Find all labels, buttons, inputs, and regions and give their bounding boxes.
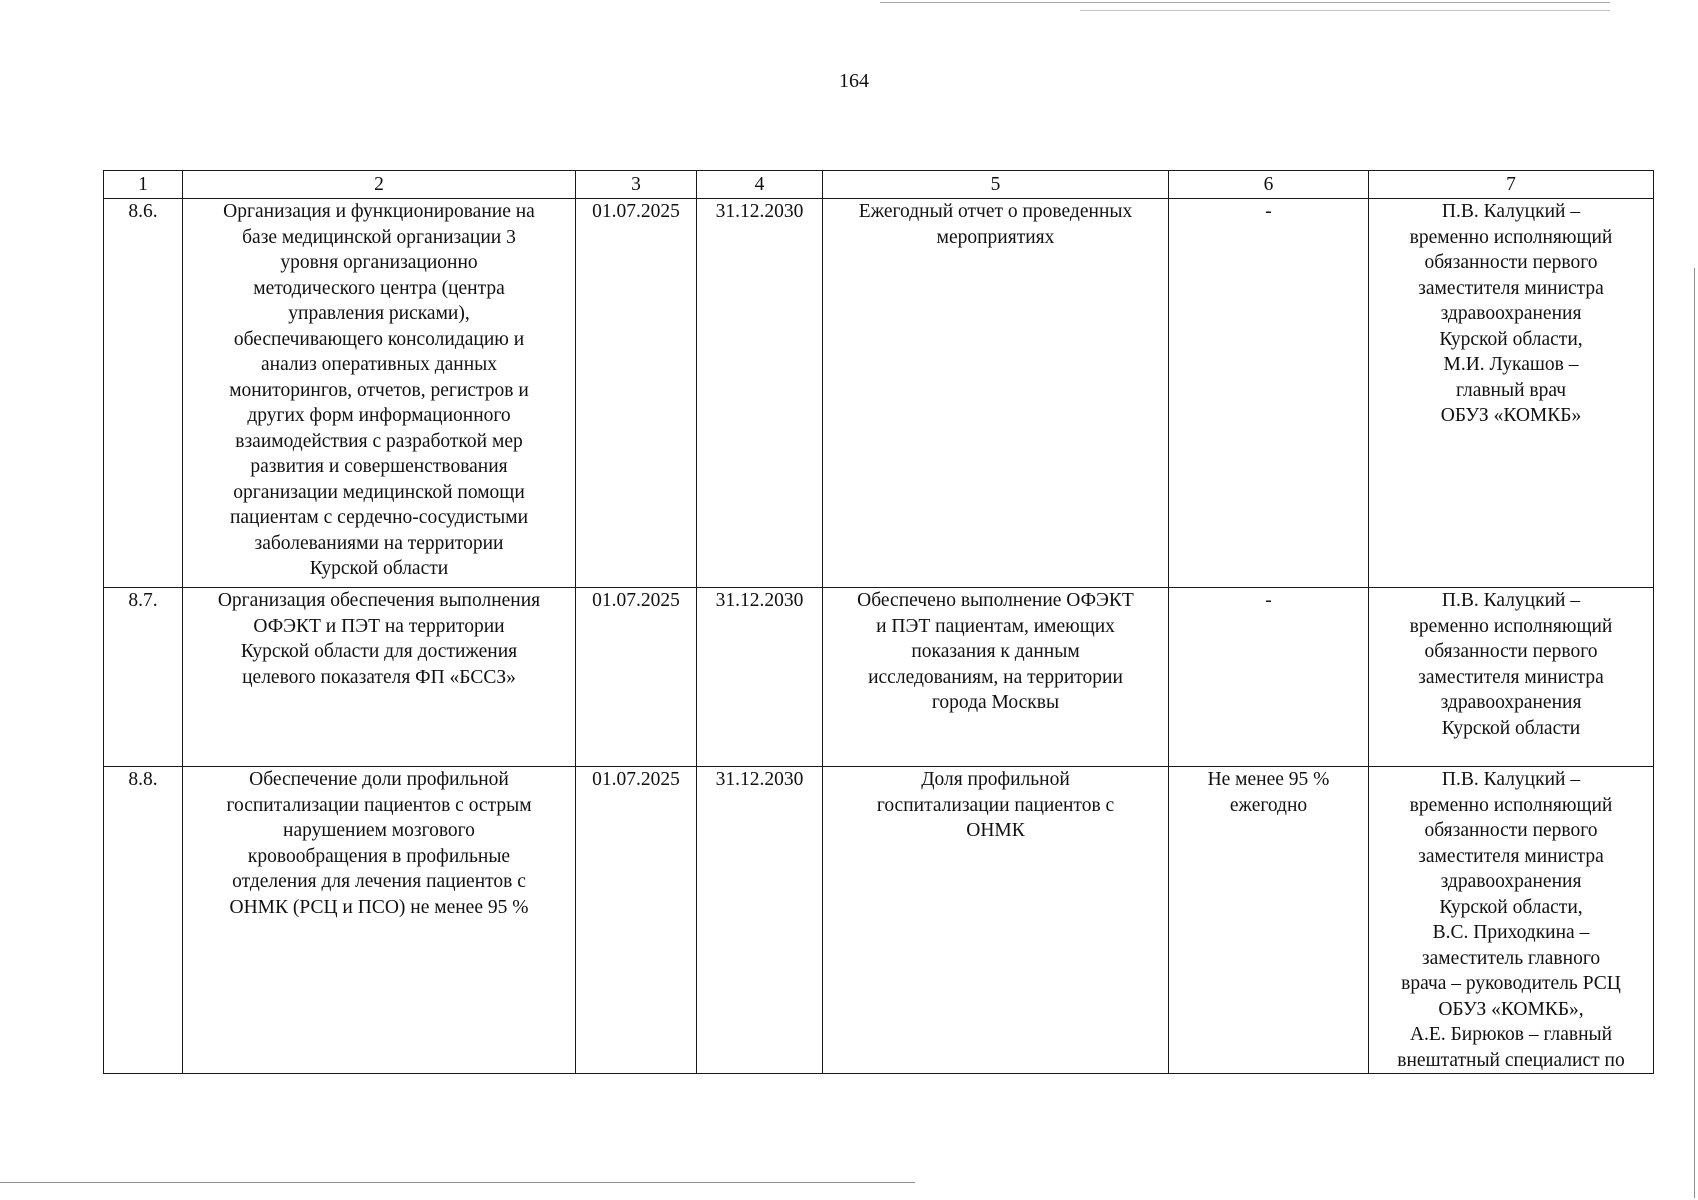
column-header-1: 1	[104, 171, 183, 199]
start-date: 01.07.2025	[576, 199, 697, 588]
table-row	[104, 588, 1654, 767]
activity-name	[183, 588, 576, 767]
end-date: 31.12.2030	[697, 199, 823, 588]
column-number-row	[104, 171, 1654, 199]
target-value-text: Не менее 95 % ежегодно	[1207, 769, 1330, 816]
activity-name-text: Обеспечение доли профильной госпитализации пациентов с острым нарушением мозгового кровообращения в профильные отделения для лечения пациентов с ОНМК (РСЦ и ПСО) не менее 95 %	[226, 769, 532, 918]
expected-result	[823, 588, 1169, 767]
table-row	[104, 767, 1654, 1074]
responsible-person	[1369, 767, 1654, 1074]
end-date: 31.12.2030	[697, 767, 823, 1074]
scan-edge-right	[1694, 268, 1695, 1198]
table-row	[104, 199, 1654, 588]
column-header-2: 2	[183, 171, 576, 199]
responsible-person-text: П.В. Калуцкий – временно исполняющий обязанности первого заместителя министра здравоохранения Курской области, М.И. Лукашов – главный врач ОБУЗ «КОМКБ»	[1409, 201, 1613, 426]
row-number: 8.7.	[104, 588, 183, 767]
activity-name	[183, 767, 576, 1074]
responsible-person-text: П.В. Калуцкий – временно исполняющий обязанности первого заместителя министра здравоохранения Курской области	[1409, 590, 1613, 739]
expected-result-text: Обеспечено выполнение ОФЭКТ и ПЭТ пациентам, имеющих показания к данным исследованиям, на территории города Москвы	[857, 590, 1134, 713]
target-value	[1169, 199, 1369, 588]
page-number: 164	[839, 70, 869, 92]
row-number: 8.6.	[104, 199, 183, 588]
activity-name-text: Организация обеспечения выполнения ОФЭКТ и ПЭТ на территории Курской области для достижения целевого показателя ФП «БССЗ»	[217, 590, 541, 688]
target-value	[1169, 588, 1369, 767]
scan-edge-bottom	[0, 1182, 915, 1183]
end-date: 31.12.2030	[697, 588, 823, 767]
column-header-6: 6	[1169, 171, 1369, 199]
expected-result	[823, 199, 1169, 588]
start-date: 01.07.2025	[576, 588, 697, 767]
scan-edge-top-secondary	[1080, 10, 1610, 11]
start-date: 01.07.2025	[576, 767, 697, 1074]
column-header-7: 7	[1369, 171, 1654, 199]
responsible-person-text: П.В. Калуцкий – временно исполняющий обязанности первого заместителя министра здравоохранения Курской области, В.С. Приходкина – заместитель главного врача – руководитель РСЦ ОБУЗ «КОМКБ», А.Е. Бирюков – главный внештатный специалист по	[1397, 769, 1625, 1071]
expected-result-text: Ежегодный отчет о проведенных мероприятиях	[858, 201, 1133, 248]
target-value-text: -	[1265, 201, 1272, 222]
activity-name-text: Организация и функционирование на базе медицинской организации 3 уровня организационно методического центра (центра управления рисками), обеспечивающего консолидацию и анализ оперативных данных мониторингов, отчетов, регистров и других форм информационного взаимодействия с разработкой мер развития и совершенствования организации медицинской помощи пациентам с сердечно-сосудистыми заболеваниями на территории Курской области	[223, 201, 535, 579]
plan-table	[103, 170, 1654, 1074]
target-value-text: -	[1265, 590, 1272, 611]
column-header-5: 5	[823, 171, 1169, 199]
activity-name	[183, 199, 576, 588]
column-header-4: 4	[697, 171, 823, 199]
scan-edge-top	[880, 2, 1610, 3]
expected-result-text: Доля профильной госпитализации пациентов с ОНМК	[876, 769, 1115, 841]
responsible-person	[1369, 588, 1654, 767]
target-value	[1169, 767, 1369, 1074]
row-number: 8.8.	[104, 767, 183, 1074]
column-header-3: 3	[576, 171, 697, 199]
expected-result	[823, 767, 1169, 1074]
responsible-person	[1369, 199, 1654, 588]
